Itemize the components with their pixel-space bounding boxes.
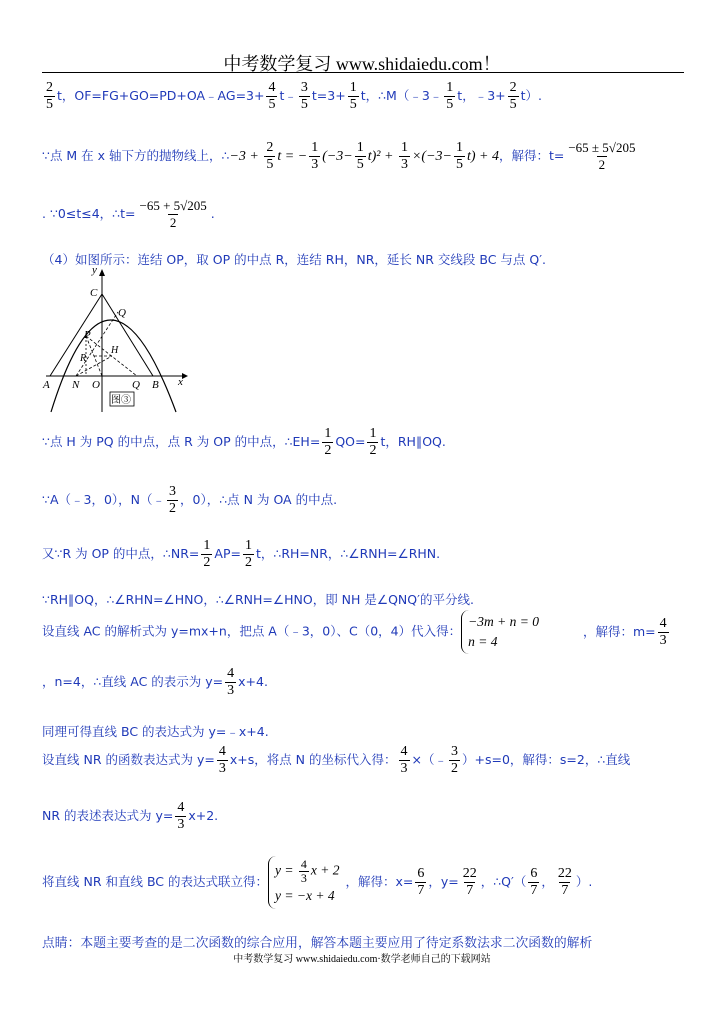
label-h: H xyxy=(111,345,119,356)
equation-system: y = $\frac{4}{3}$ x + 2 y = −x + 4 xyxy=(268,856,345,909)
fraction: $\frac{3}{5}$ xyxy=(300,80,308,112)
figure-caption: 图③ xyxy=(111,395,131,406)
label-b: B xyxy=(152,379,159,391)
text-line-5: ∵点 H 为 PQ 的中点，点 R 为 OP 的中点，∴EH= $\frac{1}{2}$ QO= $\frac{1}{2}$ t，RH∥OQ. xyxy=(42,426,446,458)
text-line-2: ∵点 M 在 x 轴下方的抛物线上，∴−3 + $\frac{2}{5}$ t = − $\frac{1}{3}$ (−3− $\frac{1}{5}$ t)² + $\frac{1}{3}$ ×(−3− $\frac{1}{5}$ t) + 4，解得：t= $\frac{-65 \pm 5√205}{2}$ xyxy=(42,140,636,172)
text-line-15: 点睛：本题主要考查的是二次函数的综合应用，解答本题主要应用了待定系数法求二次函数的解析 xyxy=(42,936,593,951)
text-line-12: 设直线 NR 的函数表达式为 y= $\frac{4}{3}$ x+s，将点 N 的坐标代入得： $\frac{4}{3}$ ×（﹣ $\frac{3}{2}$ ）+s=0，解得：s=2，∴直线 xyxy=(42,744,631,776)
label-n: N xyxy=(72,379,80,391)
page-header: 中考数学复习 www.shidaiedu.com！ xyxy=(223,54,501,74)
label-o: O xyxy=(92,379,100,391)
line-ac xyxy=(50,294,102,376)
equation-system: −3m + n = 0 n = 4 xyxy=(461,610,545,654)
fraction: $\frac{2}{5}$ xyxy=(509,80,517,112)
label-a: A xyxy=(43,379,50,391)
text-line-10: ，n=4，∴直线 AC 的表示为 y= $\frac{4}{3}$ x+4. xyxy=(42,666,268,698)
text-line-8: ∵RH∥OQ，∴∠RHN=∠HNO，∴∠RNH=∠HNO，即 NH 是∠QNQ′的平分线. xyxy=(42,592,474,607)
text-line-3: . ∵0≤t≤4，∴t= $\frac{-65 + 5√205}{2}$ . xyxy=(42,198,215,230)
label-c: C xyxy=(90,287,98,299)
label-y: y xyxy=(92,264,97,276)
text-line-11: 同理可得直线 BC 的表达式为 y=﹣x+4. xyxy=(42,724,269,739)
fraction: $\frac{1}{5}$ xyxy=(349,80,357,112)
fraction: $\frac{2}{5}$ xyxy=(46,80,53,112)
text-line-9: 设直线 AC 的解析式为 y=mx+n，把点 A（﹣3，0）、C（0，4）代入得： −3m + n = 0 n = 4 ，解得：m= $\frac{4}{3}$ xyxy=(42,610,671,654)
label-p: P xyxy=(84,329,91,341)
header-rule xyxy=(42,72,684,73)
text-line-13: NR 的表述表达式为 y= $\frac{4}{3}$ x+2. xyxy=(42,800,219,832)
line-cb xyxy=(102,294,153,376)
line-nq xyxy=(76,312,118,376)
label-q-bottom: Q xyxy=(132,379,140,391)
text-line-1: $\frac{2}{5}$ t，OF=FG+GO=PD+OA﹣AG=3+ $\frac{4}{5}$ t﹣ $\frac{3}{5}$ t=3+ $\frac{1}{5}$ t，∴M（﹣3﹣ $\frac{1}{5}$ t，﹣3+ $\frac{2}{5}$ t）. xyxy=(46,80,542,112)
page-footer: 中考数学复习 www.shidaiedu.com·数学老师自己的下载网站 xyxy=(233,954,491,965)
text-line-4: （4）如图所示：连结 OP，取 OP 的中点 R，连结 RH，NR，延长 NR 交线段 BC 与点 Q′. xyxy=(42,252,547,267)
fraction: $\frac{1}{5}$ xyxy=(446,80,454,112)
fraction: $\frac{4}{5}$ xyxy=(268,80,276,112)
label-q: Q xyxy=(118,307,126,319)
text-line-14: 将直线 NR 和直线 BC 的表达式联立得： y = $\frac{4}{3}$ x + 2 y = −x + 4 ，解得：x= $\frac{6}{7}$ ，y= $\frac{22}{7}$ ，∴Q′（ $\frac{6}{7}$ ， $\frac{22}{7}$ ）. xyxy=(42,856,592,909)
label-x: x xyxy=(178,376,183,388)
parabola-figure xyxy=(42,264,192,414)
text-line-6: ∵A（﹣3，0），N（﹣ $\frac{3}{2}$ ，0），∴点 N 为 OA 的中点. xyxy=(42,484,338,516)
label-r: R xyxy=(80,353,87,364)
text-line-7: 又∵R 为 OP 的中点，∴NR= $\frac{1}{2}$ AP= $\frac{1}{2}$ t，∴RH=NR，∴∠RNH=∠RHN. xyxy=(42,538,441,570)
